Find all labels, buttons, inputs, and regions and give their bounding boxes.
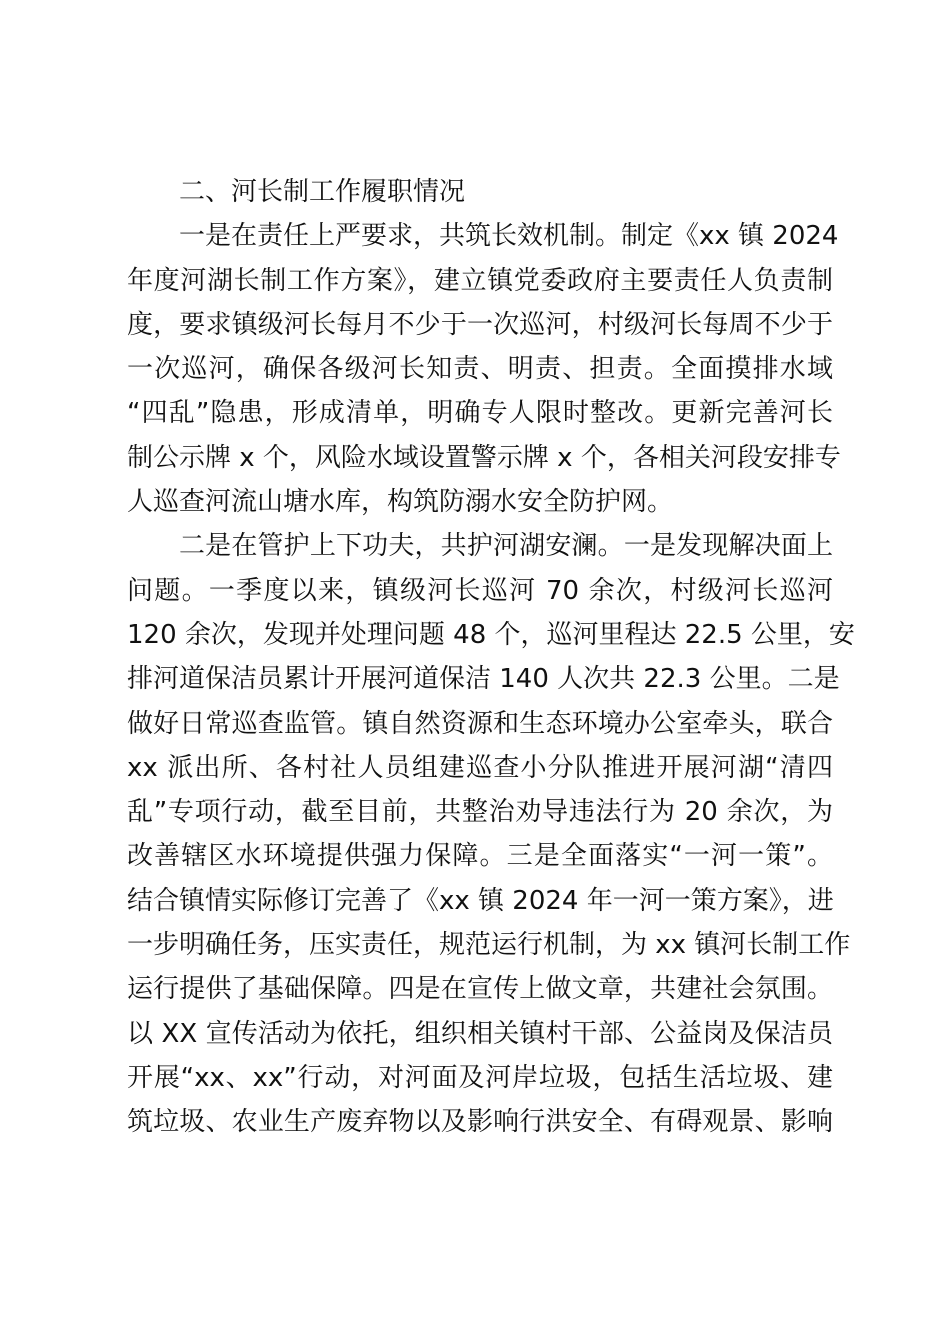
paragraph-line: 人巡查河流山塘水库，构筑防溺水安全防护网。 — [127, 487, 674, 518]
section-heading — [127, 170, 833, 214]
paragraph-line: 排河道保洁员累计开展河道保洁 140 人次共 22.3 公里。二是 — [127, 664, 840, 695]
paragraph-line: 运行提供了基础保障。四是在宣传上做文章，共建社会氛围。 — [127, 974, 833, 1005]
paragraph-line: 改善辖区水环境提供强力保障。三是全面落实“一河一策”。 — [127, 841, 833, 872]
paragraph-line: 筑垃圾、农业生产废弃物以及影响行洪安全、有碍观景、影响 — [127, 1107, 833, 1138]
paragraph-line: 问题。一季度以来，镇级河长巡河 70 余次，村级河长巡河 — [127, 575, 833, 606]
paragraph-line: 做好日常巡查监管。镇自然资源和生态环境办公室牵头，联合 — [127, 708, 833, 739]
paragraph-line: 制公示牌 x 个，风险水域设置警示牌 x 个，各相关河段安排专 — [127, 442, 841, 473]
paragraph-line: xx 派出所、各村社人员组建巡查小分队推进开展河湖“清四 — [127, 752, 833, 783]
section-heading-text: 二、河长制工作履职情况 — [179, 177, 466, 207]
paragraph-line: 结合镇情实际修订完善了《xx 镇 2024 年一河一策方案》，进 — [127, 885, 834, 916]
paragraph-management — [127, 524, 855, 1144]
paragraph-line: 一次巡河，确保各级河长知责、明责、担责。全面摸排水域 — [127, 354, 833, 385]
paragraph-line: 乱”专项行动，截至目前，共整治劝导违法行为 20 余次，为 — [127, 797, 833, 828]
paragraph-line: 开展“xx、xx”行动，对河面及河岸垃圾，包括生活垃圾、建 — [127, 1062, 833, 1093]
paragraph-line: 年度河湖长制工作方案》，建立镇党委政府主要责任人负责制 — [127, 265, 833, 296]
paragraph-line: 以 XX 宣传活动为依托，组织相关镇村干部、公益岗及保洁员 — [127, 1018, 833, 1049]
document-body — [127, 170, 855, 1145]
paragraph-line: 一是在责任上严要求，共筑长效机制。制定《xx 镇 2024 — [179, 221, 839, 252]
paragraph-line: “四乱”隐患，形成清单，明确专人限时整改。更新完善河长 — [127, 398, 833, 429]
paragraph-responsibility — [127, 214, 841, 524]
paragraph-line: 二是在管护上下功夫，共护河湖安澜。一是发现解决面上 — [179, 531, 833, 562]
paragraph-line: 度，要求镇级河长每月不少于一次巡河，村级河长每周不少于 — [127, 309, 833, 340]
paragraph-line: 120 余次，发现并处理问题 48 个，巡河里程达 22.5 公里，安 — [127, 619, 855, 650]
paragraph-line: 一步明确任务，压实责任，规范运行机制，为 xx 镇河长制工作 — [127, 930, 851, 961]
